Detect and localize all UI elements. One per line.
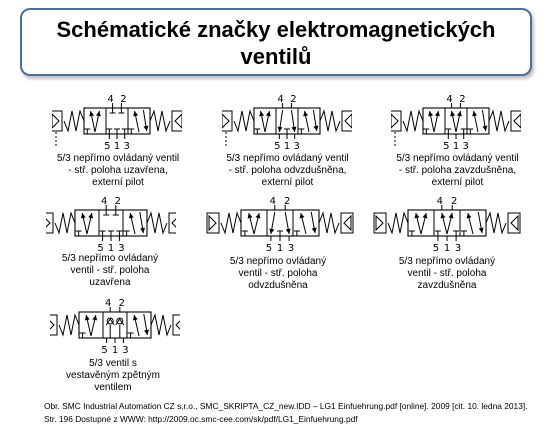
flow-arrow-head: [313, 126, 318, 131]
citation-line-2: Str. 196 Dostupné z WWW: http://2009.oc.smc-cee.com/sk/pdf/LG1_Einfuehrung.pdf: [44, 414, 358, 424]
valve-caption-7: [58, 358, 168, 394]
port-label: 2: [118, 298, 125, 309]
port-label: 4: [105, 298, 112, 309]
pilot-left-icon: [391, 114, 398, 128]
flow-arrow-head: [133, 315, 138, 320]
caption-line: 5/3 nepřímo ovládaný: [61, 253, 159, 264]
pilot-left-icon: [46, 216, 50, 230]
flow-arrow-head: [88, 213, 93, 218]
port-label: 4: [436, 196, 443, 207]
solenoid-left-icon: [222, 111, 232, 131]
caption-line: - stř. poloha odvzdušněna,: [228, 165, 347, 176]
flow-arrow-head: [92, 315, 97, 320]
spring-right-icon: [150, 111, 170, 131]
flow-arrow-head: [435, 111, 440, 116]
caption-line: externí pilot: [431, 177, 484, 188]
flow-arrow-head: [278, 127, 283, 132]
port-label: 2: [284, 196, 291, 207]
spring-left-icon: [234, 111, 254, 131]
port-label: 5: [104, 141, 111, 152]
flow-arrow-head: [423, 213, 428, 218]
flow-arrow-head: [259, 111, 264, 116]
flow-arrow-head: [428, 111, 433, 116]
flow-arrow-head: [303, 111, 308, 116]
flow-arrow-head: [144, 330, 149, 335]
slide-title-line-2: ventilů: [240, 44, 312, 69]
valve-caption-2: [205, 153, 370, 189]
valve-symbol-7: [50, 296, 180, 356]
port-label: 3: [123, 141, 130, 152]
caption-line: 5/3 nepřímo ovládaný: [229, 256, 327, 267]
port-label: 4: [269, 196, 276, 207]
solenoid-left-icon: [52, 111, 62, 131]
flow-arrow-head: [85, 315, 90, 320]
spring-left-icon: [59, 315, 79, 335]
port-label: 2: [459, 94, 466, 105]
port-label: 3: [293, 141, 300, 152]
valve-caption-4: [50, 253, 170, 289]
flow-arrow-head: [133, 111, 138, 116]
solenoid-right-icon: [511, 111, 521, 131]
pilot-left-icon: [209, 216, 216, 230]
flow-arrow-head: [256, 213, 261, 218]
solenoid-right-icon: [172, 111, 182, 131]
flow-arrow-head: [89, 111, 94, 116]
port-label: 1: [276, 243, 284, 254]
flow-arrow-head: [450, 111, 455, 116]
valve-caption-6: [387, 256, 507, 292]
caption-line: 5/3 nepřímo ovládaný: [398, 256, 496, 267]
slide-title-line-1: Schématické značky elektromagnetických: [56, 17, 496, 42]
port-label: 2: [290, 94, 297, 105]
flow-arrow-head: [482, 126, 487, 131]
pilot-left-icon: [376, 216, 383, 230]
port-label: 1: [113, 141, 121, 152]
port-label: 3: [287, 243, 295, 254]
spring-right-icon: [320, 111, 340, 131]
valve-caption-5: [218, 256, 338, 292]
pilot-left-icon: [222, 114, 229, 128]
caption-line: ventil - stř. poloha: [70, 265, 150, 276]
valve-symbol-3: [391, 92, 521, 152]
spring-right-icon: [486, 213, 506, 233]
port-label: 1: [443, 243, 451, 254]
flow-arrow-head: [472, 111, 477, 116]
spring-left-icon: [55, 213, 75, 233]
port-label: 5: [265, 243, 273, 254]
port-label: 4: [446, 94, 453, 105]
valve-symbol-5: [205, 194, 355, 254]
pilot-left-icon: [50, 318, 54, 332]
pilot-right-icon: [175, 114, 182, 128]
flow-arrow-head: [266, 111, 271, 116]
pilot-right-icon: [344, 216, 351, 230]
port-label: 1: [452, 141, 460, 152]
port-label: 3: [122, 345, 129, 356]
spring-left-icon: [221, 213, 241, 233]
port-label: 5: [432, 243, 440, 254]
flow-arrow-head: [96, 111, 101, 116]
port-label: 4: [277, 94, 284, 105]
spring-right-icon: [151, 315, 171, 335]
flow-arrow-head: [269, 229, 274, 234]
caption-line: - stř. poloha uzavřena,: [68, 165, 168, 176]
port-label: 2: [120, 94, 127, 105]
flow-arrow-head: [81, 213, 86, 218]
valve-symbol-6: [372, 194, 522, 254]
port-label: 2: [114, 196, 121, 207]
port-label: 1: [107, 243, 115, 254]
caption-line: externí pilot: [261, 177, 314, 188]
flow-arrow-head: [312, 228, 317, 233]
caption-line: odvzdušněna: [248, 280, 308, 291]
port-label: 5: [97, 243, 104, 254]
flow-arrow-head: [129, 213, 134, 218]
citation-line-1: Obr. SMC Industrial Automation CZ s.r.o., SMC_SKRIPTA_CZ_new.IDD – LG1 Einfuehrung.pdf [online]. 2009 [cit. 10. ledna 2013].: [44, 401, 528, 411]
pilot-left-icon: [52, 114, 59, 128]
caption-line: 5/3 ventil s: [89, 358, 137, 369]
port-label: 3: [462, 141, 469, 152]
flow-arrow-head: [457, 111, 462, 116]
caption-line: ventilem: [94, 382, 132, 393]
pilot-right-icon: [514, 114, 521, 128]
caption-line: 5/3 nepřímo ovládaný ventil: [396, 153, 519, 164]
valve-symbol-2: [222, 92, 352, 152]
caption-line: ventil - stř. poloha: [238, 268, 318, 279]
caption-line: zavzdušněna: [417, 280, 477, 291]
port-label: 5: [274, 141, 281, 152]
flow-arrow-head: [140, 228, 145, 233]
flow-arrow-head: [291, 127, 296, 132]
port-label: 3: [118, 243, 125, 254]
pilot-right-icon: [345, 114, 352, 128]
caption-line: uzavřena: [89, 277, 131, 288]
flow-arrow-head: [441, 213, 446, 218]
caption-line: vestavěným zpětným: [66, 370, 160, 381]
caption-line: 5/3 nepřímo ovládaný ventil: [56, 153, 180, 164]
valve-caption-3: [375, 153, 540, 189]
flow-arrow-head: [479, 228, 484, 233]
caption-line: externí pilot: [92, 177, 144, 188]
spring-left-icon: [388, 213, 408, 233]
port-label: 2: [451, 196, 458, 207]
flow-arrow-head: [143, 126, 148, 131]
caption-line: ventil - stř. poloha: [407, 268, 487, 279]
port-label: 1: [283, 141, 291, 152]
port-label: 4: [101, 196, 108, 207]
pilot-right-icon: [511, 216, 518, 230]
flow-arrow-head: [415, 213, 420, 218]
port-label: 5: [101, 345, 108, 356]
caption-line: - stř. poloha zavzdušněna,: [398, 165, 517, 176]
port-label: 5: [443, 141, 450, 152]
title-box: [20, 8, 532, 76]
valve-symbol-1: [52, 92, 182, 152]
flow-arrow-head: [286, 229, 291, 234]
flow-arrow-head: [467, 213, 472, 218]
spring-left-icon: [64, 111, 84, 131]
spring-right-icon: [147, 213, 167, 233]
valve-caption-1: [38, 153, 198, 189]
port-label: 4: [107, 94, 114, 105]
solenoid-left-icon: [391, 111, 401, 131]
caption-line: 5/3 nepřímo ovládaný ventil: [226, 153, 349, 164]
valve-symbol-4: [46, 194, 176, 254]
valve-body: [79, 312, 151, 338]
pilot-right-icon: [176, 318, 180, 332]
port-label: 3: [454, 243, 462, 254]
flow-arrow-head: [449, 213, 454, 218]
flow-arrow-head: [300, 213, 305, 218]
flow-arrow-head: [248, 213, 253, 218]
spring-right-icon: [489, 111, 509, 131]
spring-right-icon: [319, 213, 339, 233]
source-citation: [44, 400, 544, 426]
spring-left-icon: [403, 111, 423, 131]
solenoid-right-icon: [342, 111, 352, 131]
pilot-right-icon: [172, 216, 176, 230]
port-label: 1: [111, 345, 119, 356]
